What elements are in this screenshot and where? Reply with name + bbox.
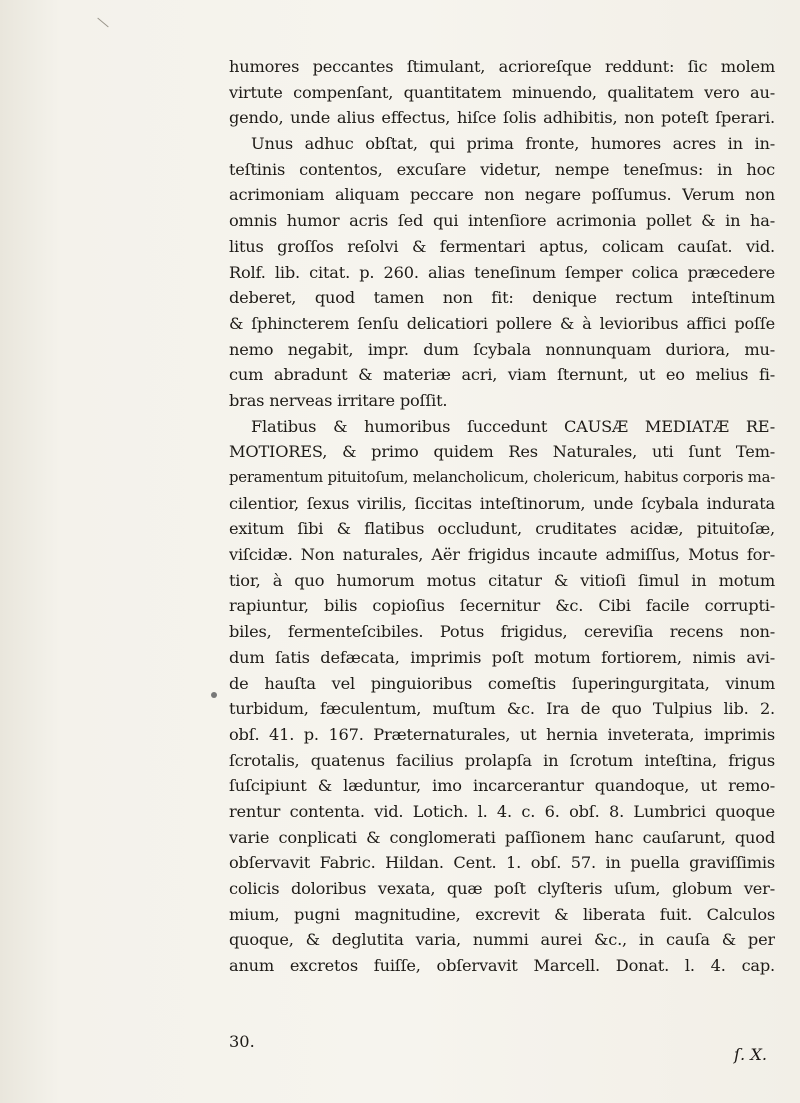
text-line: nemo negabit, impr. dum ſcybala nonnunquam duriora, mu- (229, 339, 775, 359)
text-line: biles, fermenteſcibiles. Potus frigidus, cereviſia recens non- (229, 622, 775, 642)
text-line: MOTIORES, & primo quidem Res Naturales, uti ſunt Tem- (229, 442, 775, 462)
text-line: deberet, quod tamen non fit: denique rectum inteſtinum (229, 288, 775, 308)
text-line: teſtinis contentos, excuſare videtur, nempe teneſmus: in hoc (229, 159, 775, 179)
page-mark (97, 18, 108, 28)
text-line: obſervavit Fabric. Hildan. Cent. 1. obſ. 57. in puella graviſſimis (229, 853, 775, 873)
page-footer (229, 1032, 775, 1062)
text-line: Flatibus & humoribus ſuccedunt CAUSÆ MEDIATÆ RE- (251, 416, 775, 436)
text-line: tior, à quo humorum motus citatur & vitioſi ſimul in motum (229, 570, 775, 590)
body-text (229, 54, 775, 979)
text-line: ſuſcipiunt & læduntur, imo incarcerantur quandoque, ut remo- (229, 776, 775, 796)
signature-mark: ſ. X. (734, 1045, 767, 1064)
text-line: cilentior, ſexus virilis, ſiccitas inteſtinorum, unde ſcybala indurata (229, 493, 775, 513)
text-line: turbidum, fæculentum, muſtum &c. Ira de quo Tulpius lib. 2. (229, 699, 775, 719)
text-line: cum abradunt & materiæ acri, viam ſternunt, ut eo melius fi- (229, 365, 775, 385)
text-line: omnis humor acris ſed qui intenſiore acrimonia pollet & in ha- (229, 211, 775, 231)
text-line: rentur contenta. vid. Lotich. l. 4. c. 6. obſ. 8. Lumbrici quoque (229, 801, 775, 821)
text-line: ſcrotalis, quatenus facilius prolapſa in ſcrotum inteſtina, frigus (229, 750, 775, 770)
text-line: de hauſta vel pinguioribus comeſtis ſuperingurgitata, vinum (229, 673, 775, 693)
text-line: obſ. 41. p. 167. Præternaturales, ut hernia inveterata, imprimis (229, 724, 775, 744)
text-line: rapiuntur, bilis copioſius ſecernitur &c. Cibi facile corrupti- (229, 596, 775, 616)
text-line: quoque, & deglutita varia, nummi aurei &c., in cauſa & per (229, 930, 775, 950)
text-line: gendo, unde alius effectus, hiſce ſolis adhibitis, non poteſt ſperari. (229, 108, 775, 128)
text-line: dum ſatis defæcata, imprimis poſt motum fortiorem, nimis avi- (229, 647, 775, 667)
text-line: anum excretos fuiſſe, obſervavit Marcell. Donat. l. 4. cap. (229, 956, 775, 976)
text-line: mium, pugni magnitudine, excrevit & liberata fuit. Calculos (229, 904, 775, 924)
text-line: peramentum pituitoſum, melancholicum, cholericum, habitus corporis ma- (229, 469, 775, 486)
text-line: bras nerveas irritare poſſit. (229, 390, 448, 410)
text-line: colicis doloribus vexata, quæ poſt clyſteris uſum, globum ver- (229, 879, 775, 898)
line-continuation: 30. (229, 1032, 255, 1051)
text-line: Unus adhuc obſtat, qui prima fronte, humores acres in in- (251, 134, 775, 154)
text-line: exitum ſibi & flatibus occludunt, cruditates acidæ, pituitoſæ, (229, 519, 775, 539)
text-line: Rolf. lib. citat. p. 260. alias teneſinum ſemper colica præcedere (229, 262, 775, 282)
text-line: varie conplicati & conglomerati paſſionem hanc cauſarunt, quod (229, 827, 775, 847)
text-line: virtute compenſant, quantitatem minuendo, qualitatem vero au- (229, 82, 775, 102)
text-line: humores peccantes ſtimulant, acrioreſque reddunt: ſic molem (229, 57, 775, 76)
text-line: acrimoniam aliquam peccare non negare poſſumus. Verum non (229, 185, 775, 205)
text-line: viſcidæ. Non naturales, Aër frigidus incaute admiſſus, Motus for- (229, 545, 775, 565)
text-line: litus groſſos reſolvi & fermentari aptus, colicam cauſat. vid. (229, 236, 775, 256)
text-line: & ſphincterem ſenſu delicatiori pollere & à levioribus affici poſſe (229, 313, 775, 333)
ink-spot (211, 692, 217, 698)
